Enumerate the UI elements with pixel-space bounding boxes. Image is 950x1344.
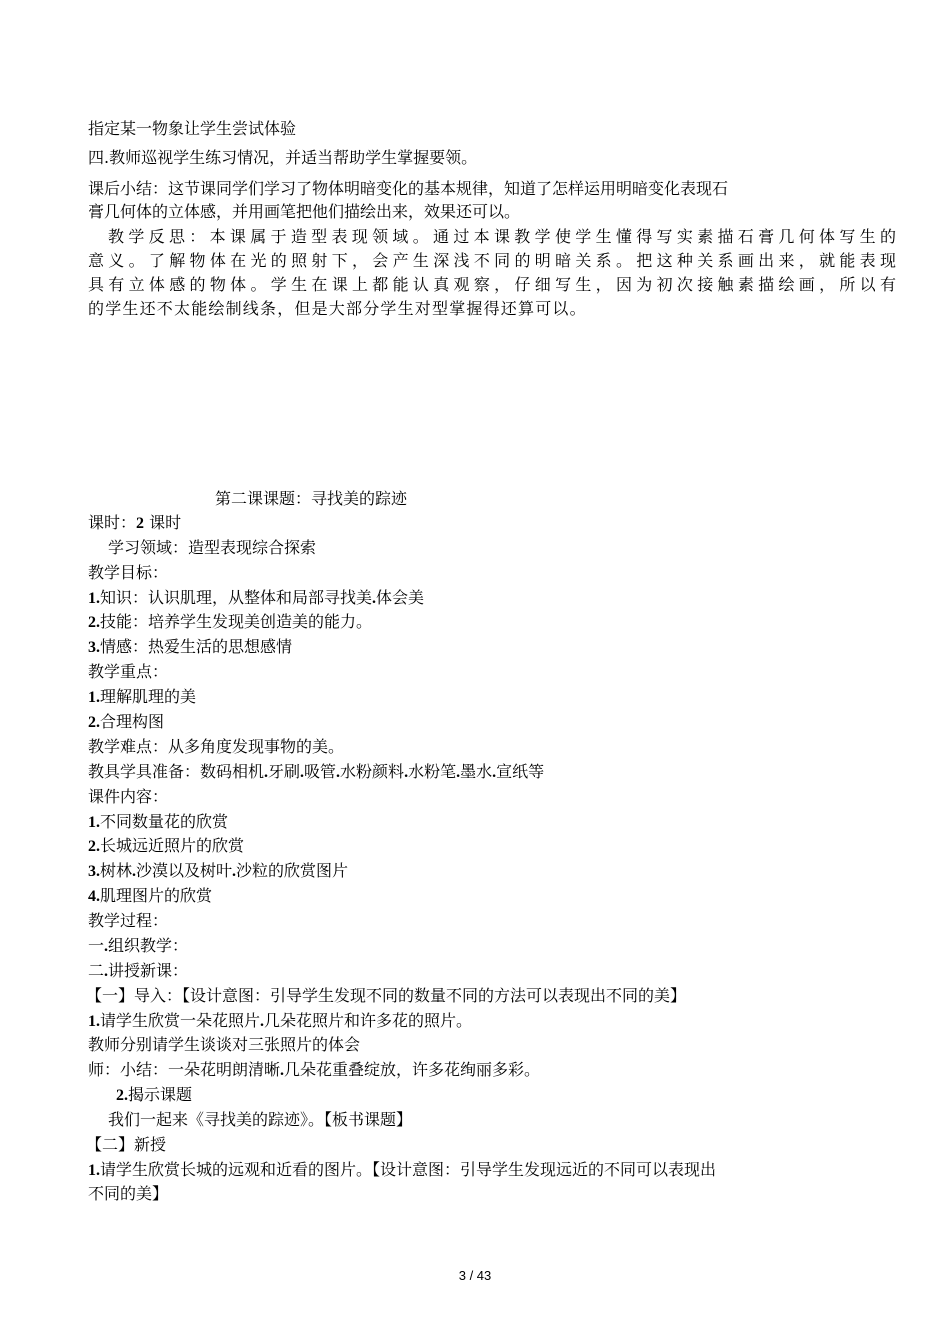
process-line xyxy=(88,1058,540,1083)
key-item xyxy=(88,685,196,710)
item-text: 合理构图 xyxy=(100,712,165,731)
item-number: 2. xyxy=(88,714,100,731)
item-number: 1. xyxy=(88,814,100,831)
item-text: 师：小结：一朵花明朗清晰 xyxy=(88,1060,281,1079)
item-text: 不同数量花的欣赏 xyxy=(100,812,229,831)
item-text: 沙粒的欣赏图片 xyxy=(236,861,349,880)
page-number: 3 / 43 xyxy=(458,1268,492,1283)
key-item xyxy=(88,710,164,735)
dot: . xyxy=(232,863,237,880)
item-text: 请学生欣赏一朵花照片 xyxy=(100,1011,261,1030)
item-number: 1. xyxy=(88,1013,100,1030)
reflection-line: 教学反思：本课属于造型表现领域。通过本课教学使学生懂得写实素描石膏几何体写生的 xyxy=(108,227,896,246)
intro-line: 【一】导入：【设计意图：引导学生发现不同的数量不同的方法可以表现出不同的美】 xyxy=(86,986,687,1005)
item-text: 吸管 xyxy=(304,762,337,781)
goal-item xyxy=(88,635,292,660)
goal-item xyxy=(88,610,372,635)
item-text: 宣纸等 xyxy=(496,762,545,781)
item-text: 知识：认识肌理，从整体和局部寻找美 xyxy=(100,588,373,607)
label: 课时： xyxy=(88,513,137,532)
item-text: 揭示课题 xyxy=(128,1085,193,1104)
item-text: 牙刷 xyxy=(268,762,301,781)
item-number: 4. xyxy=(88,888,100,905)
lesson-hours xyxy=(88,511,181,536)
text-line: 指定某一物象让学生尝试体验 xyxy=(88,119,297,138)
item-text: 二 xyxy=(88,961,105,980)
item-text: 一 xyxy=(88,936,105,955)
item-number: 2. xyxy=(88,614,100,631)
hours-number: 2 xyxy=(136,515,145,532)
item-text: 肌理图片的欣赏 xyxy=(100,886,213,905)
dot: . xyxy=(492,764,497,781)
tools-line xyxy=(88,760,544,785)
label: 课时 xyxy=(144,513,182,532)
item-text: 几朵花照片和许多花的照片。 xyxy=(264,1011,473,1030)
item-text: 墨水 xyxy=(460,762,493,781)
section-heading: 教学重点： xyxy=(88,662,169,681)
item-text: 理解肌理的美 xyxy=(100,687,197,706)
item-text: 树林 xyxy=(100,861,133,880)
text-line: 膏几何体的立体感，并用画笔把他们描绘出来，效果还可以。 xyxy=(88,202,521,221)
item-number: 1. xyxy=(88,1162,100,1179)
item-text: 讲授新课： xyxy=(108,961,189,980)
dot: . xyxy=(336,764,341,781)
dot: . xyxy=(456,764,461,781)
item-number: 1. xyxy=(88,689,100,706)
text-line: 课后小结：这节课同学们学习了物体明暗变化的基本规律，知道了怎样运用明暗变化表现石 xyxy=(88,179,729,198)
courseware-item xyxy=(88,834,244,859)
item-text: 情感：热爱生活的思想感情 xyxy=(100,637,293,656)
text-line: 四.教师巡视学生练习情况，并适当帮助学生掌握要领。 xyxy=(88,148,478,167)
item-text: 沙漠以及树叶 xyxy=(136,861,233,880)
item-text: 教具学具准备：数码相机 xyxy=(88,762,265,781)
process-line xyxy=(88,1009,472,1034)
difficulty: 教学难点：从多角度发现事物的美。 xyxy=(88,737,345,756)
process-line: 【二】新授 xyxy=(86,1135,167,1154)
courseware-item xyxy=(88,859,348,884)
section-heading: 教学过程： xyxy=(88,911,169,930)
item-text: 长城远近照片的欣赏 xyxy=(100,836,245,855)
item-number: 2. xyxy=(88,838,100,855)
item-text: 几朵花重叠绽放，许多花绚丽多彩。 xyxy=(284,1060,541,1079)
reflection-line: 的学生还不太能绘制线条，但是大部分学生对型掌握得还算可以。 xyxy=(88,299,587,318)
item-text: 水粉颜料 xyxy=(340,762,405,781)
dot: . xyxy=(372,590,377,607)
process-line: 教师分别请学生谈谈对三张照片的体会 xyxy=(88,1035,361,1054)
reflection-line: 意义。了解物体在光的照射下，会产生深浅不同的明暗关系。把这种关系画出来，就能表现 xyxy=(88,251,896,270)
process-line xyxy=(88,1158,716,1183)
dot: . xyxy=(300,764,305,781)
reflection-line: 具有立体感的物体。学生在课上都能认真观察，仔细写生，因为初次接触素描绘画，所以有 xyxy=(88,275,896,294)
dot: . xyxy=(264,764,269,781)
section-heading: 课件内容： xyxy=(88,787,169,806)
courseware-item xyxy=(88,810,228,835)
dot: . xyxy=(260,1013,265,1030)
dot: . xyxy=(104,963,109,980)
dot: . xyxy=(404,764,409,781)
item-text: 体会美 xyxy=(376,588,425,607)
item-text: 请学生欣赏长城的远观和近看的图片。【设计意图：引导学生发现远近的不同可以表现出 xyxy=(100,1160,717,1179)
item-number: 2. xyxy=(116,1087,128,1104)
learning-domain: 学习领域：造型表现综合探索 xyxy=(108,538,317,557)
process-line: 不同的美】 xyxy=(88,1184,169,1203)
item-text: 水粉笔 xyxy=(408,762,457,781)
step-line xyxy=(88,934,188,959)
section-heading: 教学目标： xyxy=(88,563,169,582)
goal-item xyxy=(88,586,424,611)
dot: . xyxy=(132,863,137,880)
item-text: 技能：培养学生发现美创造美的能力。 xyxy=(100,612,373,631)
item-number: 3. xyxy=(88,639,100,656)
item-number: 3. xyxy=(88,863,100,880)
item-number: 1. xyxy=(88,590,100,607)
courseware-item xyxy=(88,884,212,909)
lesson-title: 第二课课题：寻找美的踪迹 xyxy=(215,489,408,508)
dot: . xyxy=(280,1062,285,1079)
process-line xyxy=(116,1083,192,1108)
dot: . xyxy=(104,938,109,955)
process-line: 我们一起来《寻找美的踪迹》。【板书课题】 xyxy=(108,1110,413,1129)
step-line xyxy=(88,959,188,984)
item-text: 组织教学： xyxy=(108,936,189,955)
